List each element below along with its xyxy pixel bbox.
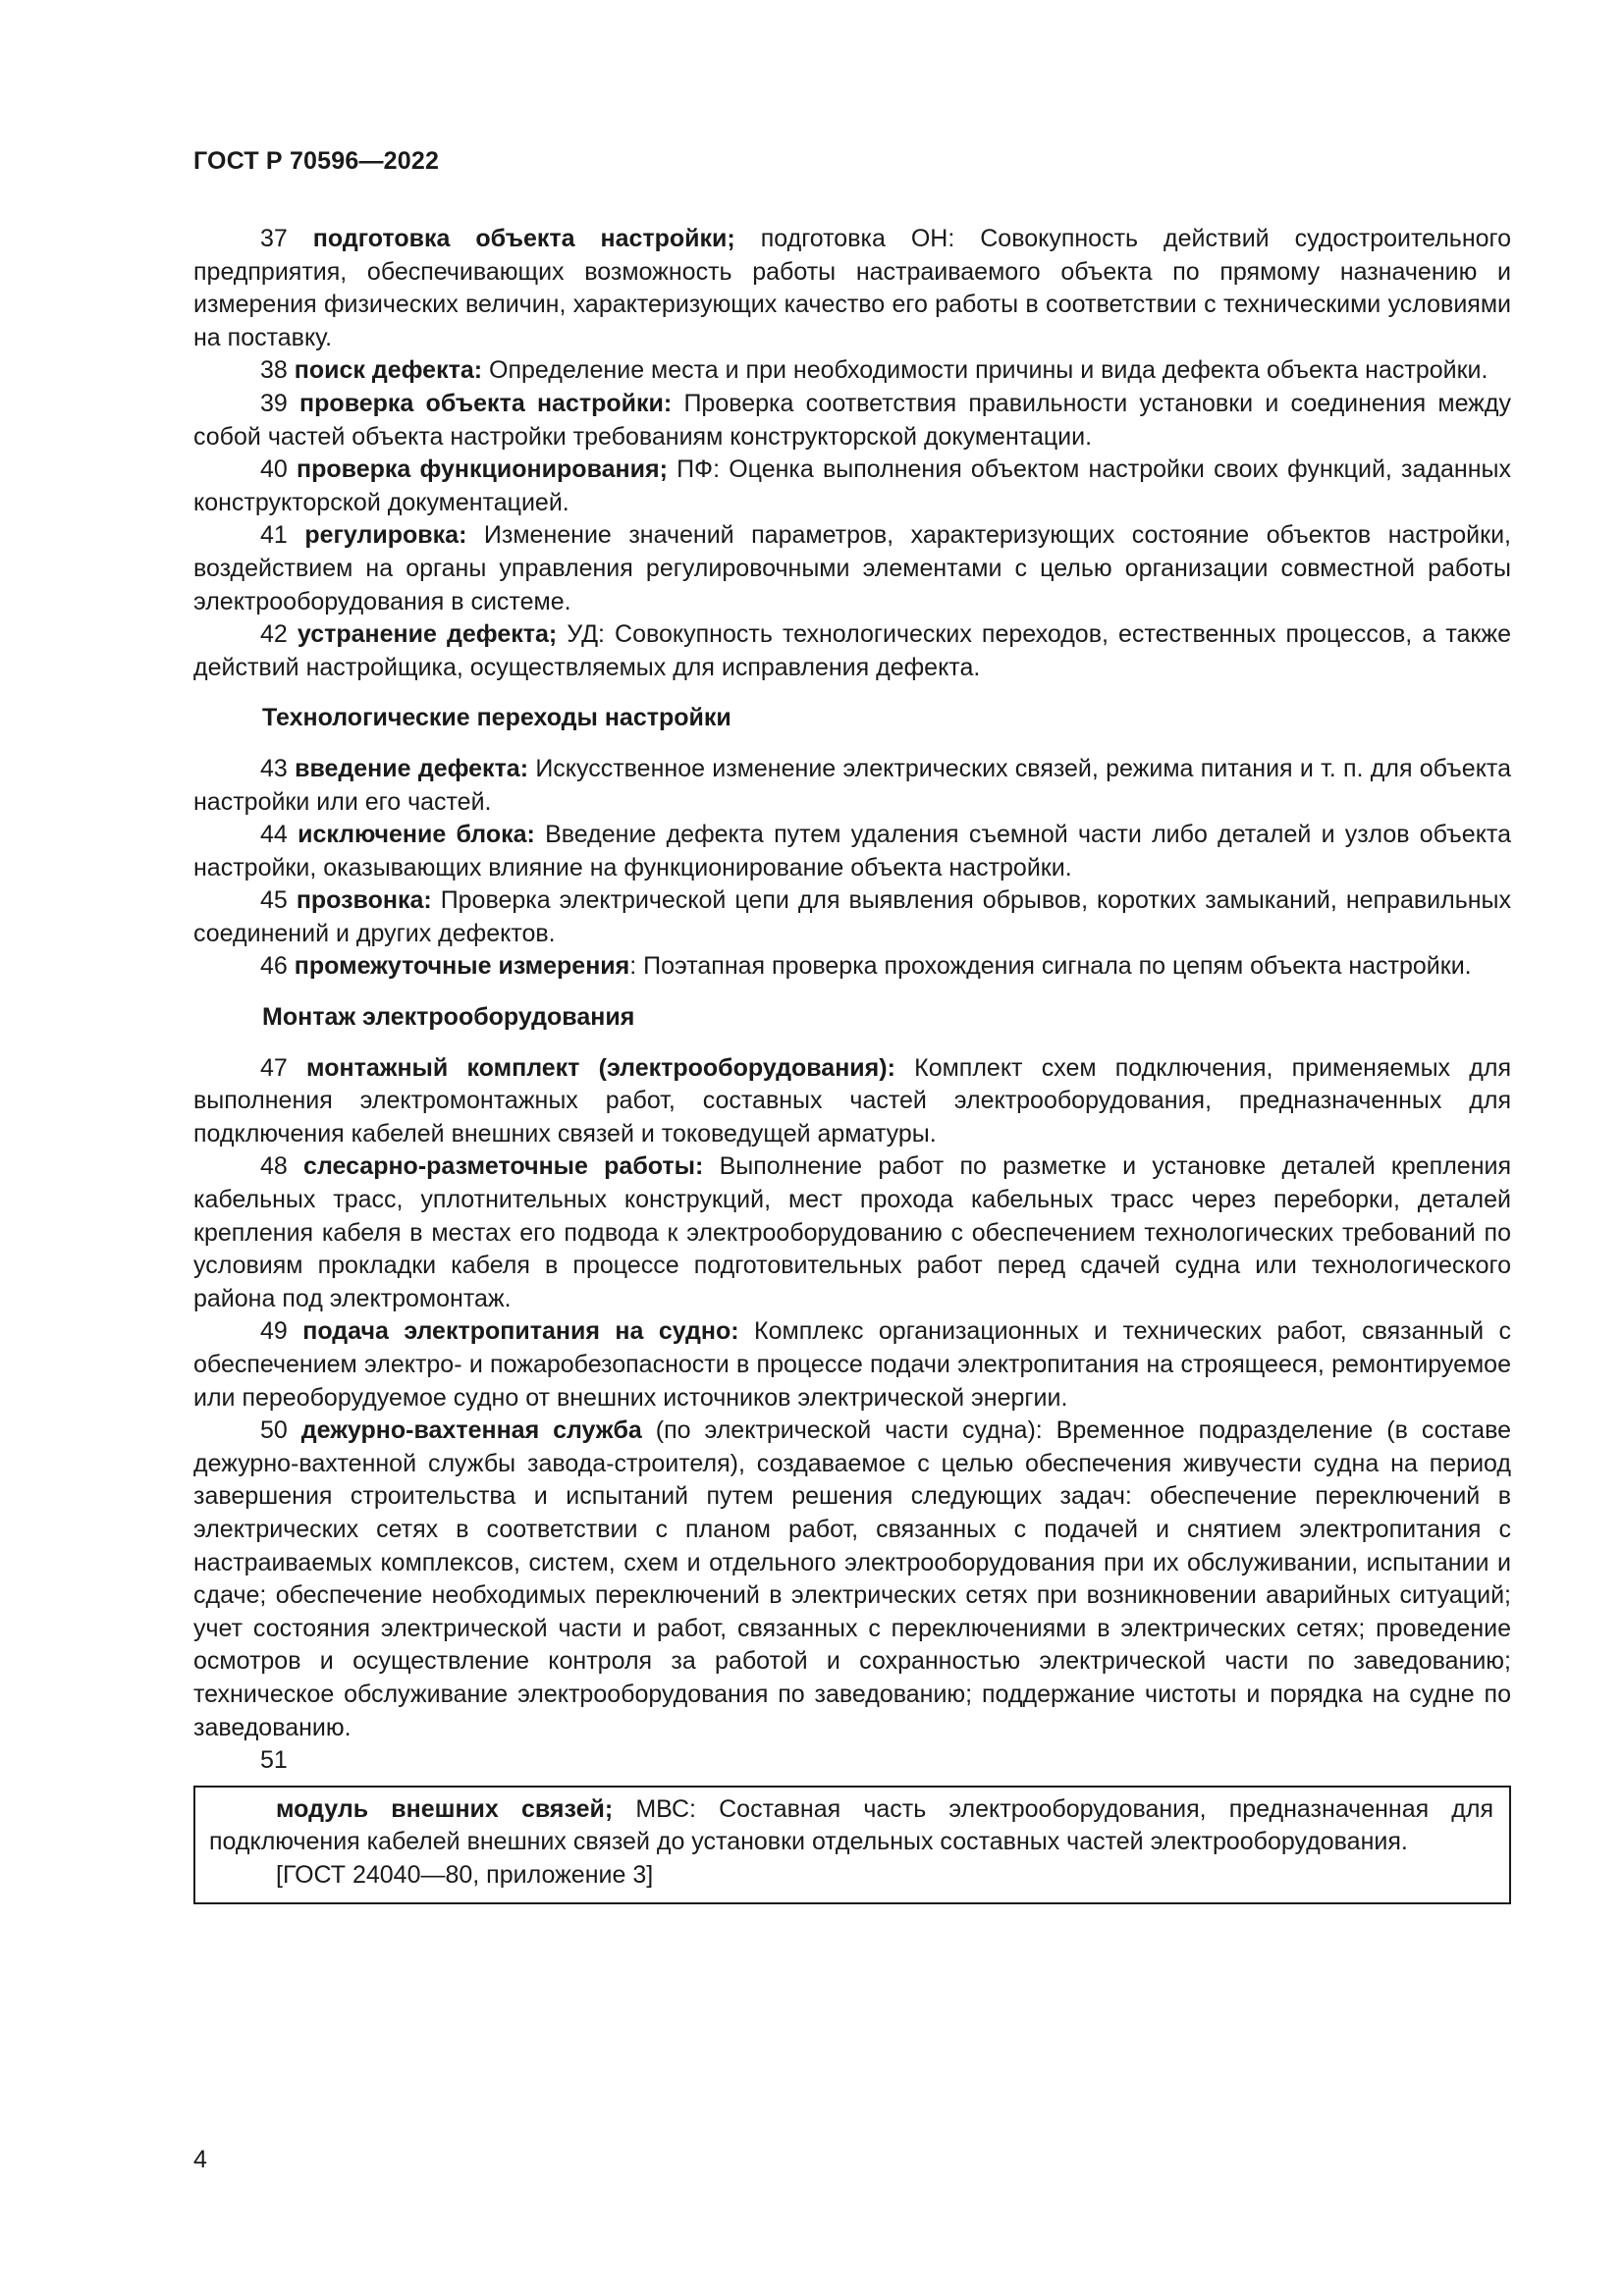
term-entry-42: 42 устранение дефекта; УД: Совокупность технологических переходов, естественных процессов, а также действий настройщика, осуществляемых для исправления дефекта. xyxy=(193,620,1511,681)
term-entry-51-number: 51 xyxy=(260,1746,288,1775)
term-title: дежурно-вахтенная служба xyxy=(300,1416,642,1445)
term-title: устранение дефекта; xyxy=(297,620,558,649)
term-entry-38: 38 поиск дефекта: Определение места и при необходимости причины и вида дефекта объекта настройки. xyxy=(260,356,1489,385)
term-entry-40: 40 проверка функционирования; ПФ: Оценка выполнения объектом настройки своих функций, заданных конструкторской документацией. xyxy=(193,455,1511,516)
term-entry-51: модуль внешних связей; МВС: Составная часть электрооборудования, предназначенная для подключения кабелей внешних связей до установки отдельных составных частей электрооборудования. xyxy=(209,1794,1493,1856)
section-heading-equipment-installation: Монтаж электрооборудования xyxy=(262,1003,635,1032)
term-entry-39: 39 проверка объекта настройки: Проверка соответствия правильности установки и соединения между собой частей объекта настройки требованиям конструкторской документации. xyxy=(193,389,1511,451)
section-heading-setup-transitions: Технологические переходы настройки xyxy=(262,704,731,732)
source-reference: [ГОСТ 24040—80, приложение 3] xyxy=(276,1860,654,1889)
term-title: подготовка объекта настройки; xyxy=(312,225,735,252)
borrowed-term-box xyxy=(193,1786,1511,1904)
term-entry-49: 49 подача электропитания на судно: Комплекс организационных и технических работ, связанный с обеспечением электро- и пожаробезопасности в процессе подачи электропитания на строящееся, ремонтируемое или переоборудуемое судно от внешних источников электрической энергии. xyxy=(193,1317,1511,1412)
term-title: промежуточные измерения xyxy=(294,952,630,981)
term-title: слесарно-разметочные работы: xyxy=(303,1152,704,1181)
term-entry-44: 44 исключение блока: Введение дефекта путем удаления съемной части либо деталей и узлов объекта настройки, оказывающих влияние на функционирование объекта настройки. xyxy=(193,821,1511,881)
term-entry-43: 43 введение дефекта: Искусственное изменение электрических связей, режима питания и т. п. для объекта настройки или его частей. xyxy=(193,754,1511,816)
document-body xyxy=(193,223,1511,1904)
term-entry-45: 45 прозвонка: Проверка электрической цепи для выявления обрывов, коротких замыканий, неправильных соединений и других дефектов. xyxy=(193,886,1512,947)
term-title: проверка функционирования; xyxy=(297,455,668,484)
term-entry-41: 41 регулировка: Изменение значений параметров, характеризующих состояние объектов настройки, воздействием на органы управления регулировочными элементами с целью организации совместной работы электрооборудования в системе. xyxy=(193,521,1511,615)
term-entry-37: 37 подготовка объекта настройки; подготовка ОН: Совокупность действий судостроительного предприятия, обеспечивающих возможность работы настраиваемого объекта по прямому назначению и измерения физических величин, характеризующих качество его работы в соответствии с техническими условиями на поставку. xyxy=(193,225,1511,351)
term-entry-50: 50 дежурно-вахтенная служба (по электрической части судна): Временное подразделение (в составе дежурно-вахтенной службы завода-строителя), создаваемое с целью обеспечения живучести судна на период завершения строительства и испытаний путем решения следующих задач: обеспечение переключений в электрических сетях в соответствии с планом работ, связанных с подачей и снятием электропитания с настраиваемых комплексов, систем, схем и отдельного электрооборудования при их обслуживании, испытании и сдаче; обеспечение необходимых переключений в электрических сетях при возникновении аварийных ситуаций; учет состояния электрической части и работ, связанных с переключениями в электрических сетях; проведение осмотров и осуществление контроля за работой и сохранностью электрической части по заведованию; техническое обслуживание электрооборудования по заведованию; поддержание чистоты и порядка на судне по заведованию. xyxy=(193,1416,1511,1741)
term-title: проверка объекта настройки: xyxy=(299,389,673,417)
term-title: введение дефекта: xyxy=(295,754,529,782)
term-entry-48: 48 слесарно-разметочные работы: Выполнение работ по разметке и установке деталей крепления кабельных трасс, уплотнительных конструкций, мест прохода кабельных трасс через переборки, деталей крепления кабеля в местах его подвода к электрооборудованию с обеспечением технологических требований по условиям прокладки кабеля в процессе подготовительных работ перед сдачей судна или технологического района под электромонтаж. xyxy=(193,1152,1511,1312)
term-entry-46: 46 промежуточные измерения: Поэтапная проверка прохождения сигнала по цепям объекта настройки. xyxy=(260,952,1472,981)
term-title: подача электропитания на судно: xyxy=(302,1317,739,1346)
page-number: 4 xyxy=(193,2146,207,2173)
term-title: прозвонка: xyxy=(296,886,432,915)
term-entry-47: 47 монтажный комплект (электрооборудования): Комплект схем подключения, применяемых для выполнения электромонтажных работ, составных частей электрооборудования, предназначенных для подключения кабелей внешних связей и токоведущей арматуры. xyxy=(193,1053,1511,1148)
term-title: исключение блока: xyxy=(298,821,535,849)
term-title: монтажный комплект (электрооборудования): xyxy=(306,1053,895,1082)
term-title: модуль внешних связей; xyxy=(276,1794,614,1823)
term-title: поиск дефекта: xyxy=(294,356,483,385)
document-header: ГОСТ Р 70596—2022 xyxy=(193,147,440,175)
term-title: регулировка: xyxy=(304,521,467,550)
